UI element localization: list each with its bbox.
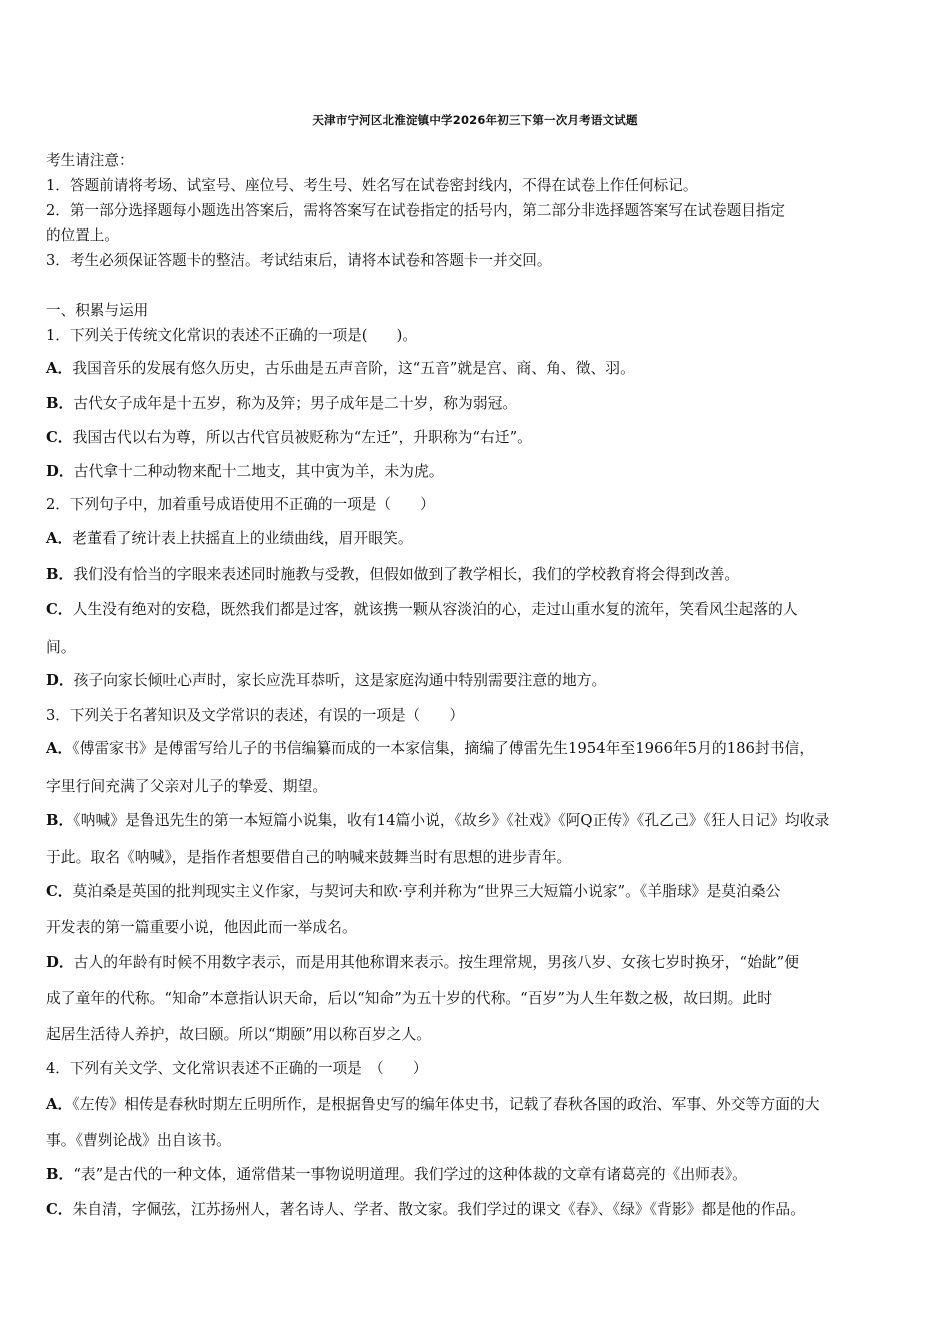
notice-heading: 考生请注意： <box>46 152 134 169</box>
q1-stem: 1．下列关于传统文化常识的表述不正确的一项是( )。 <box>46 327 417 344</box>
q1-option-c <box>46 429 916 447</box>
q3-option-c <box>46 883 916 901</box>
q1-option-d <box>46 463 916 481</box>
q3-option-a <box>46 740 916 758</box>
q3-option-c-label: C． <box>46 883 73 900</box>
q3-option-b <box>46 812 916 830</box>
q2-option-a-text: 老董看了统计表上扶摇直上的业绩曲线，眉开眼笑。 <box>72 530 413 547</box>
q4-option-c <box>46 1201 916 1219</box>
q1-option-b-label: B． <box>46 395 74 412</box>
notice-item-1: 1．答题前请将考场、试室号、座位号、考生号、姓名写在试卷密封线内，不得在试卷上作任何标记。 <box>46 177 698 194</box>
q1-option-b <box>46 395 916 413</box>
q4-option-a-text: 《左传》相传是春秋时期左丘明所作，是根据鲁史写的编年体史书，记载了春秋各国的政治、军事、外交等方面的大 <box>72 1096 820 1113</box>
q3-option-d <box>46 954 916 972</box>
q1-option-a-label: A． <box>46 360 73 377</box>
q1-option-a-text: 我国音乐的发展有悠久历史，古乐曲是五声音阶，这“五音”就是宫、商、角、徵、羽。 <box>72 360 635 377</box>
q4-option-a-cont: 事。《曹刿论战》出自该书。 <box>46 1132 231 1149</box>
q4-option-c-text: 朱自清，字佩弦，江苏扬州人，著名诗人、学者、散文家。我们学过的课文《春》、《绿》《背影》都是他的作品。 <box>72 1201 806 1218</box>
exam-title: 天津市宁河区北淮淀镇中学2026年初三下第一次月考语文试题 <box>312 113 638 127</box>
q3-option-b-cont: 于此。取名《呐喊》，是指作者想要借自己的呐喊来鼓舞当时有思想的进步青年。 <box>46 849 572 866</box>
q2-option-d-text: 孩子向家长倾吐心声时，家长应洗耳恭听，这是家庭沟通中特别需要注意的地方。 <box>73 672 607 689</box>
q3-option-c-text: 莫泊桑是英国的批判现实主义作家，与契诃夫和欧·亨利并称为“世界三大短篇小说家”。《羊脂球》是莫泊桑公 <box>72 883 781 900</box>
q2-option-d <box>46 672 916 690</box>
q2-option-b-label: B． <box>46 566 74 583</box>
notice-item-2-cont: 的位置上。 <box>46 227 119 244</box>
q3-option-a-label: A． <box>46 740 73 757</box>
q2-option-b-text: 我们没有恰当的字眼来表述同时施教与受教，但假如做到了教学相长，我们的学校教育将会得到改善。 <box>73 566 740 583</box>
q4-option-b-label: B． <box>46 1166 74 1183</box>
q1-option-c-label: C． <box>46 429 73 446</box>
q2-stem: 2．下列句子中，加着重号成语使用不正确的一项是（ ） <box>46 496 435 513</box>
q3-option-c-cont: 开发表的第一篇重要小说，他因此而一举成名。 <box>46 919 357 936</box>
q4-option-b-text: “表”是古代的一种文体，通常借某一事物说明道理。我们学过的这种体裁的文章有诸葛亮的《出师表》。 <box>73 1166 747 1183</box>
q4-option-a-label: A． <box>46 1096 73 1113</box>
q4-option-a <box>46 1096 916 1114</box>
q2-option-a-label: A． <box>46 530 73 547</box>
section-heading: 一、积累与运用 <box>46 302 149 319</box>
q2-option-b <box>46 566 916 584</box>
q1-option-b-text: 古代女子成年是十五岁，称为及笄；男子成年是二十岁，称为弱冠。 <box>73 395 518 412</box>
q2-option-c-cont: 间。 <box>46 639 76 656</box>
q3-stem: 3．下列关于名著知识及文学常识的表述，有误的一项是（ ） <box>46 707 464 724</box>
q2-option-a <box>46 530 916 548</box>
q1-option-d-text: 古代拿十二种动物来配十二地支，其中寅为羊，未为虎。 <box>73 463 444 480</box>
notice-item-2: 2．第一部分选择题每小题选出答案后，需将答案写在试卷指定的括号内，第二部分非选择题答案写在试卷题目指定 <box>46 202 785 219</box>
q1-option-d-label: D． <box>46 463 74 480</box>
q3-option-d-label: D． <box>46 954 74 971</box>
q2-option-c <box>46 601 916 619</box>
q3-option-a-text: 《傅雷家书》是傅雷写给儿子的书信编纂而成的一本家信集，摘编了傅雷先生1954年至1966年5月的186封书信， <box>72 740 815 757</box>
q1-option-c-text: 我国古代以右为尊，所以古代官员被贬称为“左迁”，升职称为“右迁”。 <box>72 429 532 446</box>
q3-option-d-cont-2: 起居生活待人养护，故曰颐。所以“期颐”用以称百岁之人。 <box>46 1026 432 1043</box>
q2-option-d-label: D． <box>46 672 74 689</box>
q3-option-d-text: 古人的年龄有时候不用数字表示，而是用其他称谓来表示。按生理常规，男孩八岁、女孩七岁时换牙，“始龀”便 <box>73 954 800 971</box>
q4-option-b <box>46 1166 916 1184</box>
q4-option-c-label: C． <box>46 1201 73 1218</box>
q4-stem: 4．下列有关文学、文化常识表述不正确的一项是 （ ） <box>46 1060 428 1077</box>
q3-option-b-label: B． <box>46 812 74 829</box>
notice-item-3: 3．考生必须保证答题卡的整洁。考试结束后，请将本试卷和答题卡一并交回。 <box>46 252 552 269</box>
q1-option-a <box>46 360 916 378</box>
q3-option-b-text: 《呐喊》是鲁迅先生的第一本短篇小说集，收有14篇小说，《故乡》《社戏》《阿Q正传》《孔乙己》《狂人日记》均收录 <box>73 812 830 829</box>
q3-option-d-cont-1: 成了童年的代称。“知命”本意指认识天命，后以“知命”为五十岁的代称。“百岁”为人生年数之极，故曰期。此时 <box>46 990 773 1007</box>
q2-option-c-label: C． <box>46 601 73 618</box>
q2-option-c-text: 人生没有绝对的安稳，既然我们都是过客，就该携一颗从容淡泊的心，走过山重水复的流年，笑看风尘起落的人 <box>72 601 798 618</box>
q3-option-a-cont: 字里行间充满了父亲对儿子的挚爱、期望。 <box>46 778 328 795</box>
